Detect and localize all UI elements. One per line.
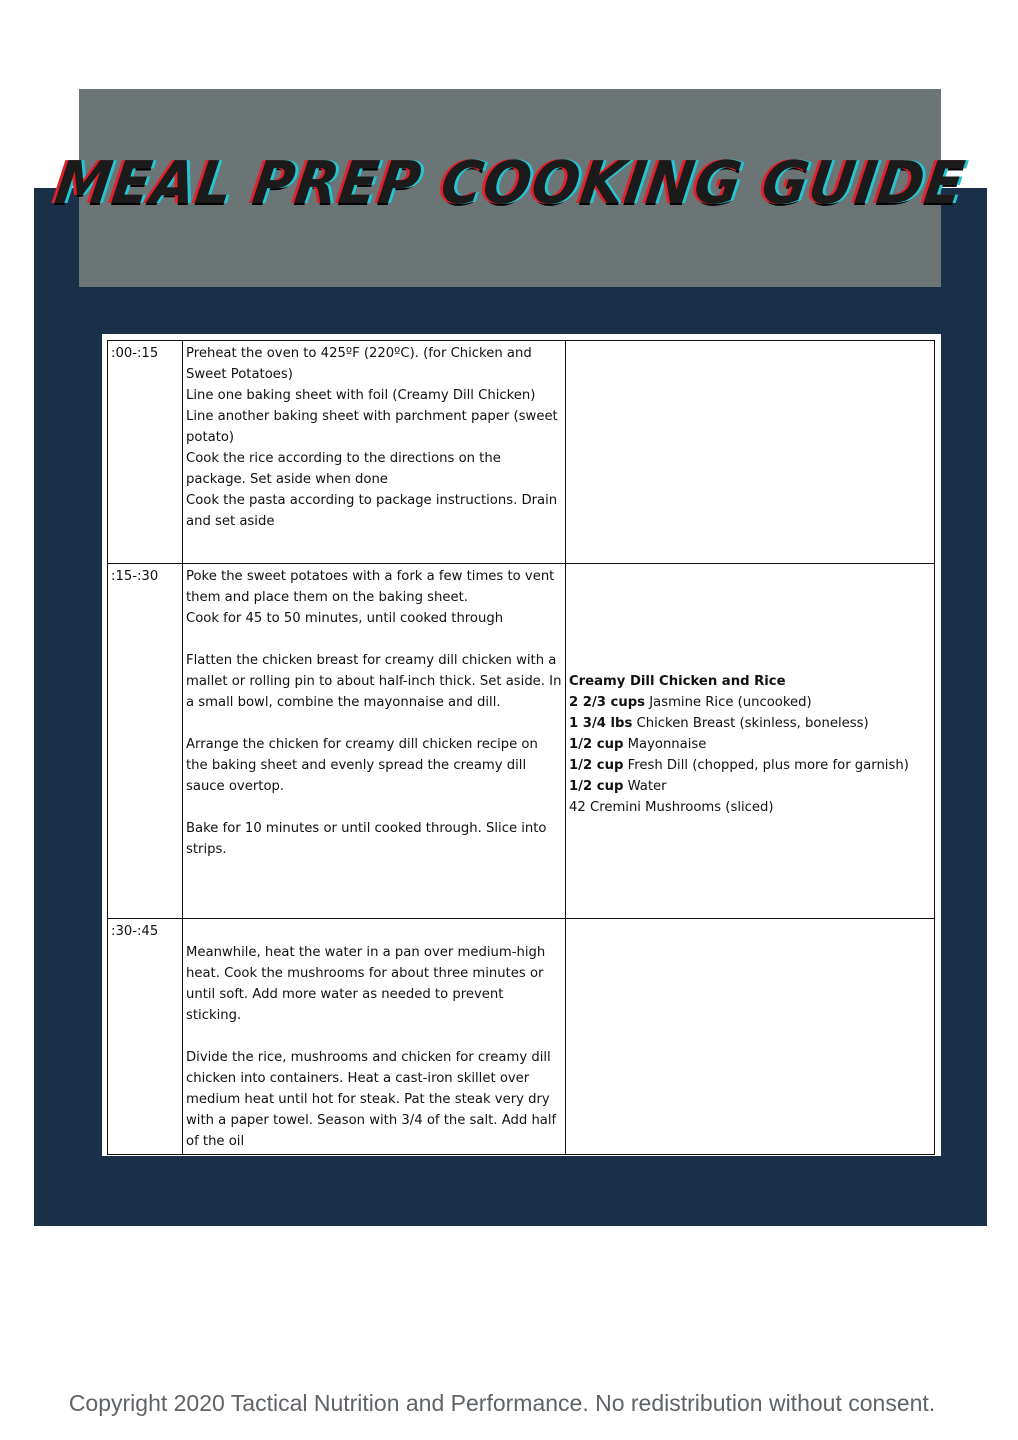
ingredient-qty: 1 3/4 lbs [569,716,633,731]
ingredient-item [569,734,931,755]
ingredients-cell [566,341,935,564]
step-text: Bake for 10 minutes or until cooked through. Slice into strips. [186,821,547,857]
ingredient-item [569,713,931,734]
ingredient-name: Water [627,779,667,794]
step-text: Preheat the oven to 425ºF (220ºC). (for Chicken and Sweet Potatoes) [186,346,532,382]
step-text: Cook the rice according to the directions on the package. Set aside when done [186,451,501,487]
step-text: Poke the sweet potatoes with a fork a few times to vent them and place them on the baking sheet. [186,569,555,605]
ingredient-name: Cremini Mushrooms (sliced) [589,800,774,815]
ingredient-item [569,755,931,776]
table-row [108,564,935,919]
ingredient-name: Jasmine Rice (uncooked) [649,695,812,710]
cooking-guide-table [107,340,935,1155]
ingredient-qty: 1/2 cup [569,758,624,773]
title-banner [51,89,969,287]
ingredient-name: Chicken Breast (skinless, boneless) [636,716,869,731]
copyright-footer: Copyright 2020 Tactical Nutrition and Performance. No redistribution without consent. [68,1390,936,1416]
time-cell: :00-:15 [108,341,183,564]
ingredient-item [569,797,931,818]
table-row [108,919,935,1155]
ingredient-qty: 42 [569,800,586,815]
steps-cell [183,564,566,919]
ingredient-name: Mayonnaise [627,737,707,752]
ingredient-name: Fresh Dill (chopped, plus more for garnish) [627,758,909,773]
step-text: Line another baking sheet with parchment paper (sweet potato) [186,409,558,445]
time-cell: :15-:30 [108,564,183,919]
ingredient-qty: 1/2 cup [569,779,624,794]
step-text: Divide the rice, mushrooms and chicken for creamy dill chicken into containers. Heat a cast-iron skillet over medium heat until hot for steak. Pat the steak very dry with a paper towel. Season with 3/4 of the salt. Add half of the oil [186,1050,557,1149]
cooking-guide-card [102,334,941,1156]
step-text: Meanwhile, heat the water in a pan over medium-high heat. Cook the mushrooms for about three minutes or until soft. Add more water as needed to prevent sticking. [186,945,546,1023]
table-row [108,341,935,564]
recipe-title: Creamy Dill Chicken and Rice [569,674,786,689]
ingredient-item [569,692,931,713]
step-text: Line one baking sheet with foil (Creamy Dill Chicken) [186,388,536,403]
steps-cell [183,341,566,564]
step-text: Flatten the chicken breast for creamy dill chicken with a mallet or rolling pin to about half-inch thick. Set aside. In a small bowl, combine the mayonnaise and dill. [186,653,562,710]
step-text: Arrange the chicken for creamy dill chicken recipe on the baking sheet and evenly spread the creamy dill sauce overtop. [186,737,538,794]
step-text: Cook for 45 to 50 minutes, until cooked through [186,611,504,626]
time-cell: :30-:45 [108,919,183,1155]
ingredient-qty: 1/2 cup [569,737,624,752]
ingredients-cell [566,564,935,919]
ingredient-item [569,776,931,797]
ingredient-qty: 2 2/3 cups [569,695,646,710]
ingredient-list [569,671,931,818]
page-title: MEAL PREP COOKING GUIDE [51,148,969,218]
steps-cell [183,919,566,1155]
step-text: Cook the pasta according to package instructions. Drain and set aside [186,493,558,529]
ingredients-cell [566,919,935,1155]
